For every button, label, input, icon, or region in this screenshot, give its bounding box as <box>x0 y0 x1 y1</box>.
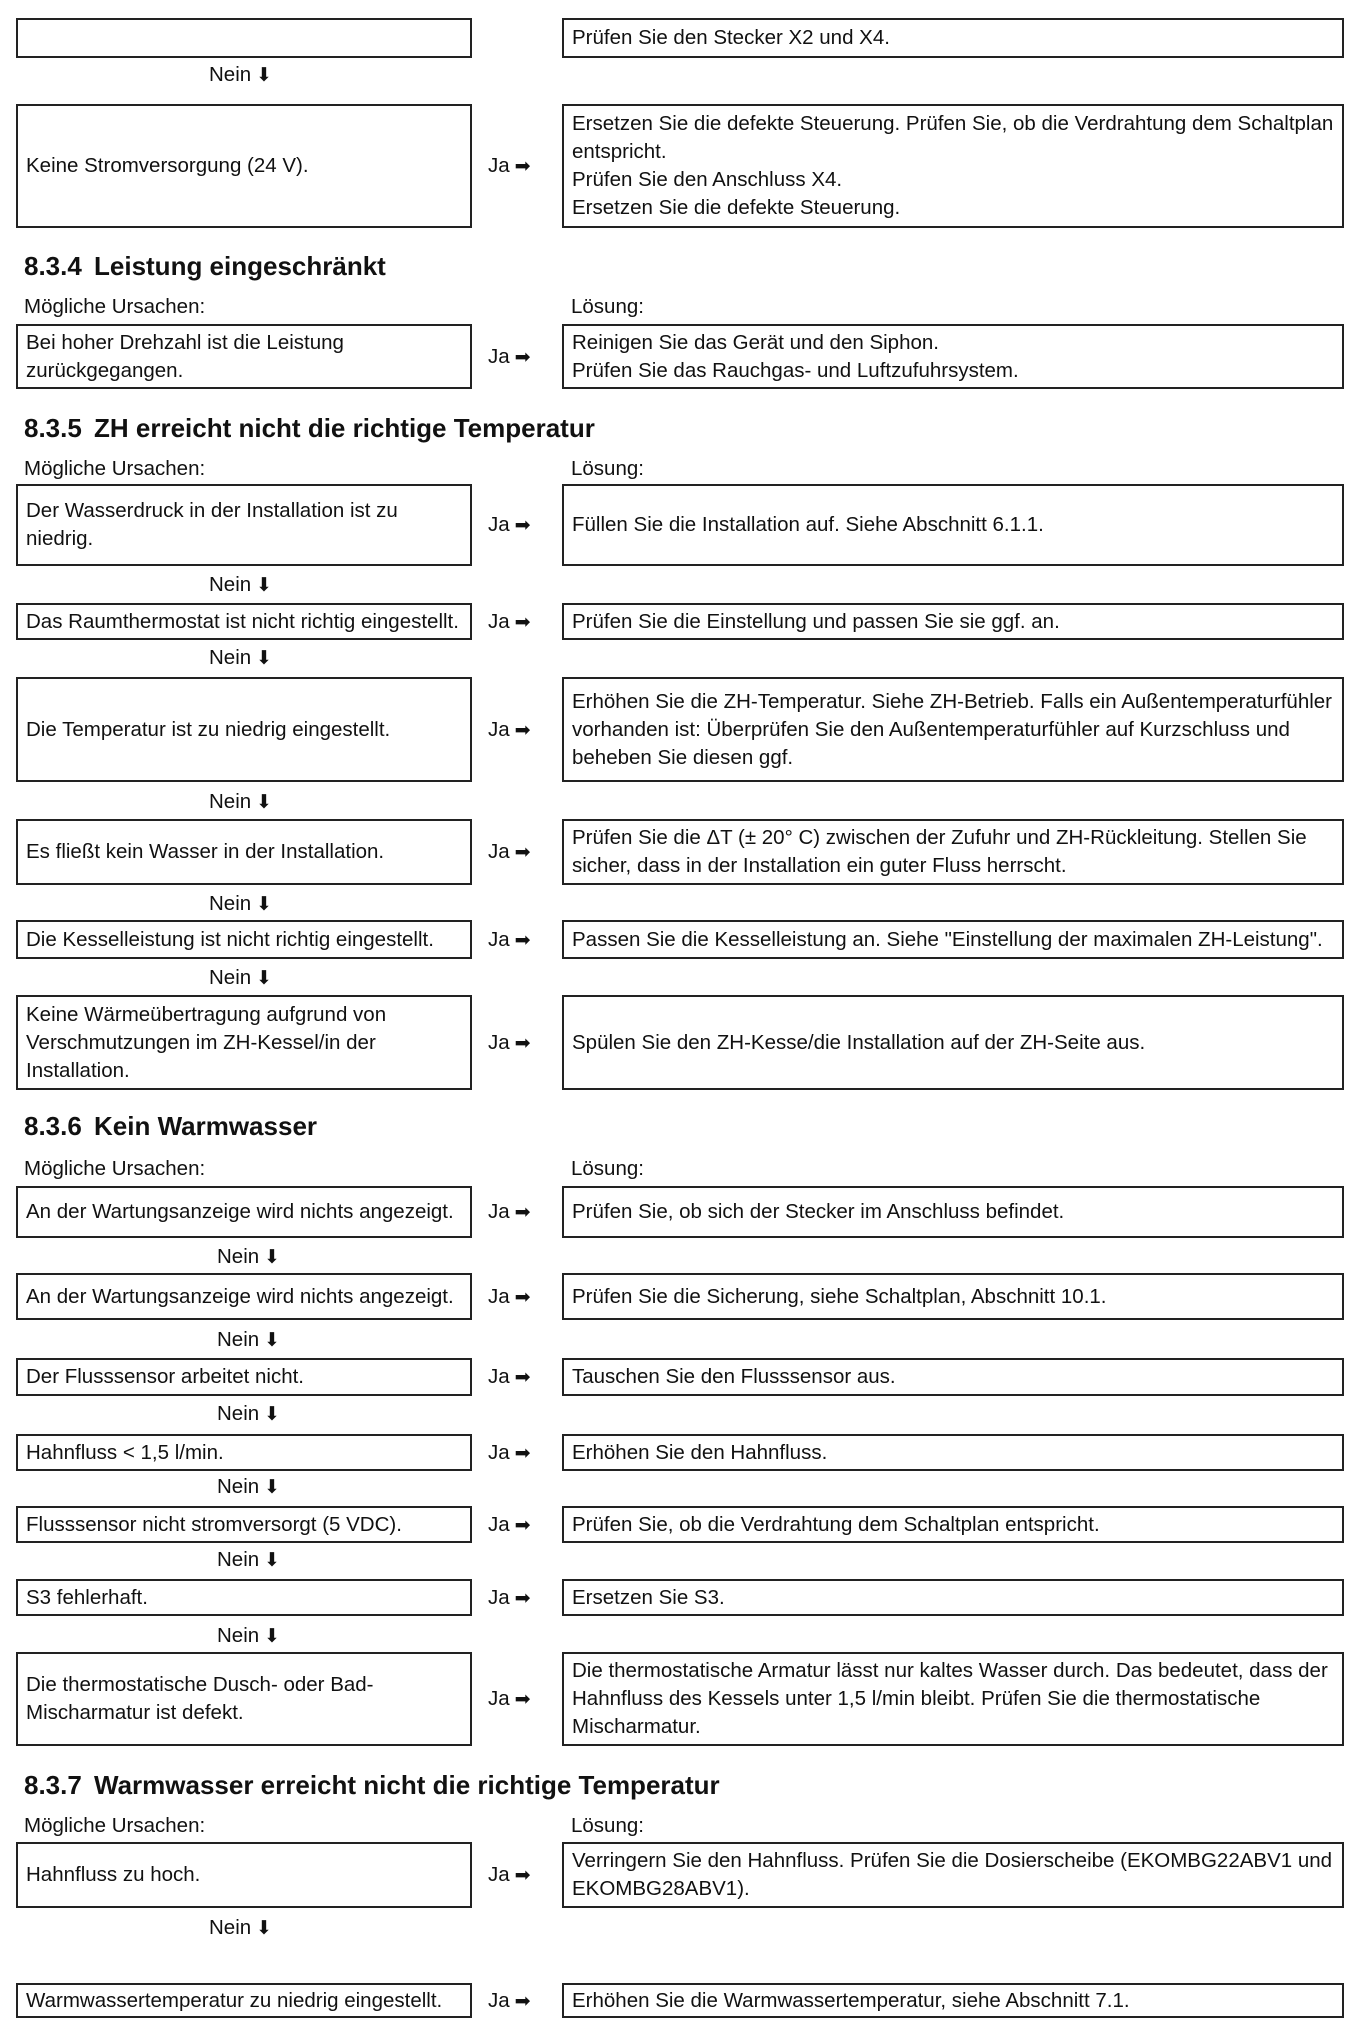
solution-box <box>562 1506 1344 1543</box>
ja-text: Ja <box>488 1863 510 1886</box>
solution-text-line: Prüfen Sie den Stecker X2 und X4. <box>572 26 890 49</box>
nein-text: Nein <box>209 646 252 669</box>
cause-box <box>16 995 472 1090</box>
ja-label <box>488 511 552 539</box>
cause-text-line: Die Kesselleistung ist nicht richtig eingestellt. <box>26 927 434 951</box>
solution-label: Lösung: <box>571 1157 644 1180</box>
cause-box <box>16 1842 472 1908</box>
nein-label <box>209 965 272 991</box>
cause-text-line: Flusssensor nicht stromversorgt (5 VDC). <box>26 1512 402 1536</box>
cause-text-line: An der Wartungsanzeige wird nichts angezeigt. <box>26 1284 454 1308</box>
nein-label <box>217 1474 280 1500</box>
section-title: ZH erreicht nicht die richtige Temperatur <box>94 413 595 443</box>
ja-text: Ja <box>488 344 510 368</box>
solution-text-line: Spülen Sie den ZH-Kesse/die Installation auf der ZH-Seite aus. <box>572 1030 1146 1054</box>
nein-text: Nein <box>217 1245 260 1268</box>
cause-box <box>16 1434 472 1471</box>
nein-text: Nein <box>209 63 252 86</box>
arrow-right-icon: ➡ <box>514 718 531 741</box>
cause-text-line: Der Flusssensor arbeitet nicht. <box>26 1365 305 1388</box>
solution-text-line: Prüfen Sie, ob die Verdrahtung dem Schaltplan entspricht. <box>572 1512 1100 1536</box>
nein-text: Nein <box>209 892 252 915</box>
ja-text: Ja <box>488 1030 510 1054</box>
cause-text-line: Mischarmatur ist defekt. <box>26 1701 244 1724</box>
nein-text: Nein <box>217 1402 260 1425</box>
section-title: Kein Warmwasser <box>94 1111 318 1141</box>
solution-text-line: EKOMBG28ABV1). <box>572 1877 750 1900</box>
section-heading <box>24 412 595 444</box>
nein-text: Nein <box>217 1624 260 1647</box>
ja-label <box>488 1861 552 1889</box>
ja-text: Ja <box>488 1440 510 1464</box>
section-heading <box>24 250 386 282</box>
ja-text: Ja <box>488 1687 510 1710</box>
cause-text-line: Die Temperatur ist zu niedrig eingestellt. <box>26 717 391 741</box>
cause-text-line: Der Wasserdruck in der Installation ist zu <box>26 499 398 522</box>
ja-label <box>488 1283 552 1311</box>
arrow-right-icon: ➡ <box>514 1441 531 1464</box>
arrow-down-icon: ⬇ <box>256 1917 273 1939</box>
arrow-down-icon: ⬇ <box>256 647 273 669</box>
section-heading <box>24 1769 720 1801</box>
solution-text-line: sicher, dass in der Installation ein guter Fluss herrscht. <box>572 854 1067 877</box>
causes-label: Mögliche Ursachen: <box>24 295 206 318</box>
cause-box <box>16 18 472 58</box>
arrow-down-icon: ⬇ <box>264 1625 281 1647</box>
arrow-right-icon: ➡ <box>514 1586 531 1609</box>
cause-text-line: Warmwassertemperatur zu niedrig eingestellt. <box>26 1988 443 2012</box>
ja-label <box>488 1029 552 1057</box>
solution-text-line: beheben Sie diesen ggf. <box>572 745 794 769</box>
solution-box <box>562 677 1344 782</box>
nein-label <box>209 891 272 917</box>
ja-label <box>488 1439 552 1467</box>
ja-label <box>488 838 552 866</box>
ja-label <box>488 926 552 954</box>
nein-label <box>209 572 272 598</box>
solution-box <box>562 1842 1344 1908</box>
nein-label <box>209 789 272 815</box>
nein-label <box>209 1915 272 1941</box>
solution-box <box>562 1652 1344 1746</box>
nein-label <box>209 645 272 671</box>
arrow-down-icon: ⬇ <box>256 64 273 86</box>
cause-text-line: Hahnfluss zu hoch. <box>26 1863 201 1886</box>
cause-text-line: Installation. <box>26 1058 130 1082</box>
nein-label <box>217 1401 280 1427</box>
ja-label <box>488 1685 552 1713</box>
ja-text: Ja <box>488 927 510 951</box>
arrow-down-icon: ⬇ <box>256 967 273 989</box>
solution-box <box>562 1983 1344 2018</box>
arrow-right-icon: ➡ <box>514 1201 531 1223</box>
solution-text-line: Prüfen Sie, ob sich der Stecker im Anschluss befindet. <box>572 1200 1065 1223</box>
solution-box <box>562 1434 1344 1471</box>
nein-text: Nein <box>209 1916 252 1939</box>
ja-text: Ja <box>488 609 510 633</box>
arrow-right-icon: ➡ <box>514 345 531 368</box>
nein-label <box>209 62 272 88</box>
solution-box <box>562 1186 1344 1238</box>
solution-text-line: Hahnfluss des Kessels unter 1,5 l/min bleibt. Prüfen Sie die thermostatische <box>572 1687 1261 1710</box>
nein-label <box>217 1623 280 1649</box>
cause-text-line: Das Raumthermostat ist nicht richtig eingestellt. <box>26 609 459 633</box>
nein-label <box>217 1327 280 1353</box>
solution-text-line: Reinigen Sie das Gerät und den Siphon. <box>572 330 939 354</box>
solution-text-line: Erhöhen Sie die ZH-Temperatur. Siehe ZH-Betrieb. Falls ein Außentemperaturfühler <box>572 689 1333 713</box>
nein-text: Nein <box>217 1548 260 1571</box>
cause-box <box>16 1579 472 1616</box>
cause-text-line: An der Wartungsanzeige wird nichts angezeigt. <box>26 1200 454 1223</box>
solution-label: Lösung: <box>571 1814 644 1837</box>
arrow-right-icon: ➡ <box>514 155 531 177</box>
arrow-down-icon: ⬇ <box>256 893 273 915</box>
ja-text: Ja <box>488 1988 510 2012</box>
arrow-right-icon: ➡ <box>514 610 531 633</box>
arrow-down-icon: ⬇ <box>256 574 273 596</box>
solution-text-line: Die thermostatische Armatur lässt nur kaltes Wasser durch. Das bedeutet, dass der <box>572 1659 1328 1682</box>
solution-text-line: Füllen Sie die Installation auf. Siehe Abschnitt 6.1.1. <box>572 513 1044 536</box>
cause-text-line: Die thermostatische Dusch- oder Bad- <box>26 1673 374 1696</box>
ja-label <box>488 1363 552 1391</box>
cause-text-line: zurückgegangen. <box>26 358 184 382</box>
ja-label <box>488 1511 552 1539</box>
solution-text-line: Prüfen Sie die Einstellung und passen Sie sie ggf. an. <box>572 609 1060 633</box>
cause-box <box>16 819 472 885</box>
ja-text: Ja <box>488 1585 510 1609</box>
solution-label: Lösung: <box>571 457 644 480</box>
ja-text: Ja <box>488 1365 510 1388</box>
arrow-down-icon: ⬇ <box>264 1549 281 1571</box>
arrow-down-icon: ⬇ <box>264 1246 281 1268</box>
arrow-down-icon: ⬇ <box>264 1476 281 1498</box>
solution-text-line: Ersetzen Sie die defekte Steuerung. Prüfen Sie, ob die Verdrahtung dem Schaltplan <box>572 112 1334 135</box>
arrow-right-icon: ➡ <box>514 1688 531 1710</box>
cause-box <box>16 1983 472 2018</box>
arrow-down-icon: ⬇ <box>264 1403 281 1425</box>
section-number: 8.3.7 <box>24 1770 82 1800</box>
arrow-down-icon: ⬇ <box>264 1329 281 1351</box>
cause-box <box>16 920 472 959</box>
cause-box <box>16 1652 472 1746</box>
solution-box <box>562 920 1344 959</box>
cause-text-line: S3 fehlerhaft. <box>26 1585 148 1609</box>
solution-text-line: Prüfen Sie die ΔT (± 20° C) zwischen der Zufuhr und ZH-Rückleitung. Stellen Sie <box>572 826 1307 849</box>
solution-text-line: Prüfen Sie das Rauchgas- und Luftzufuhrsystem. <box>572 358 1019 382</box>
causes-label: Mögliche Ursachen: <box>24 1814 206 1837</box>
cause-box <box>16 1358 472 1396</box>
causes-label: Mögliche Ursachen: <box>24 457 206 480</box>
ja-text: Ja <box>488 513 510 536</box>
solution-text-line: entspricht. <box>572 140 667 163</box>
solution-box <box>562 484 1344 566</box>
solution-text-line: Passen Sie die Kesselleistung an. Siehe "Einstellung der maximalen ZH-Leistung". <box>572 927 1323 951</box>
cause-text-line: Es fließt kein Wasser in der Installation. <box>26 840 385 863</box>
ja-label <box>488 1987 552 2015</box>
cause-box <box>16 603 472 640</box>
arrow-right-icon: ➡ <box>514 1366 531 1388</box>
solution-text-line: Erhöhen Sie den Hahnfluss. <box>572 1440 828 1464</box>
cause-box <box>16 1186 472 1238</box>
ja-label <box>488 608 552 636</box>
arrow-right-icon: ➡ <box>514 841 531 863</box>
solution-text-line: Ersetzen Sie S3. <box>572 1585 725 1609</box>
ja-text: Ja <box>488 154 510 177</box>
cause-text-line: Verschmutzungen im ZH-Kessel/in der <box>26 1030 376 1054</box>
solution-text-line: Mischarmatur. <box>572 1715 701 1738</box>
solution-box <box>562 603 1344 640</box>
nein-text: Nein <box>217 1475 260 1498</box>
ja-label <box>488 343 552 371</box>
solution-text-line: Prüfen Sie den Anschluss X4. <box>572 168 843 191</box>
ja-label <box>488 1198 552 1226</box>
nein-label <box>217 1244 280 1270</box>
solution-text-line: Prüfen Sie die Sicherung, siehe Schaltplan, Abschnitt 10.1. <box>572 1284 1107 1308</box>
solution-text-line: Ersetzen Sie die defekte Steuerung. <box>572 196 901 219</box>
section-number: 8.3.6 <box>24 1111 82 1141</box>
ja-text: Ja <box>488 717 510 741</box>
causes-label: Mögliche Ursachen: <box>24 1157 206 1180</box>
cause-text-line: niedrig. <box>26 527 94 550</box>
solution-box <box>562 1358 1344 1396</box>
solution-label: Lösung: <box>571 295 644 318</box>
arrow-right-icon: ➡ <box>514 1864 531 1886</box>
section-title: Leistung eingeschränkt <box>94 251 386 281</box>
solution-text-line: Verringern Sie den Hahnfluss. Prüfen Sie die Dosierscheibe (EKOMBG22ABV1 und <box>572 1849 1333 1872</box>
solution-box <box>562 18 1344 58</box>
solution-box <box>562 1579 1344 1616</box>
cause-box <box>16 104 472 228</box>
arrow-right-icon: ➡ <box>514 1031 531 1054</box>
ja-label <box>488 152 552 180</box>
ja-label <box>488 1584 552 1612</box>
cause-box <box>16 324 472 389</box>
arrow-right-icon: ➡ <box>514 514 531 536</box>
section-heading <box>24 1110 317 1142</box>
cause-text-line: Keine Wärmeübertragung aufgrund von <box>26 1002 387 1026</box>
nein-label <box>217 1547 280 1573</box>
ja-text: Ja <box>488 1512 510 1536</box>
solution-box <box>562 995 1344 1090</box>
solution-box <box>562 1273 1344 1320</box>
solution-box <box>562 104 1344 228</box>
section-title: Warmwasser erreicht nicht die richtige Temperatur <box>94 1770 720 1800</box>
nein-text: Nein <box>209 966 252 989</box>
solution-box <box>562 819 1344 885</box>
arrow-down-icon: ⬇ <box>256 791 273 813</box>
nein-text: Nein <box>209 573 252 596</box>
cause-text-line: Hahnfluss < 1,5 l/min. <box>26 1440 224 1464</box>
nein-text: Nein <box>209 790 252 813</box>
cause-box <box>16 677 472 782</box>
section-number: 8.3.4 <box>24 251 82 281</box>
ja-text: Ja <box>488 840 510 863</box>
arrow-right-icon: ➡ <box>514 1285 531 1308</box>
solution-box <box>562 324 1344 389</box>
ja-text: Ja <box>488 1200 510 1223</box>
arrow-right-icon: ➡ <box>514 928 531 951</box>
nein-text: Nein <box>217 1328 260 1351</box>
ja-label <box>488 716 552 744</box>
cause-box <box>16 1273 472 1320</box>
arrow-right-icon: ➡ <box>514 1513 531 1536</box>
ja-text: Ja <box>488 1284 510 1308</box>
arrow-right-icon: ➡ <box>514 1989 531 2012</box>
section-number: 8.3.5 <box>24 413 82 443</box>
solution-text-line: Erhöhen Sie die Warmwassertemperatur, siehe Abschnitt 7.1. <box>572 1988 1130 2012</box>
cause-text-line: Keine Stromversorgung (24 V). <box>26 154 309 177</box>
cause-box <box>16 1506 472 1543</box>
cause-box <box>16 484 472 566</box>
cause-text-line: Bei hoher Drehzahl ist die Leistung <box>26 330 344 354</box>
solution-text-line: vorhanden ist: Überprüfen Sie den Außentemperaturfühler auf Kurzschluss und <box>572 717 1290 741</box>
solution-text-line: Tauschen Sie den Flusssensor aus. <box>572 1365 896 1388</box>
